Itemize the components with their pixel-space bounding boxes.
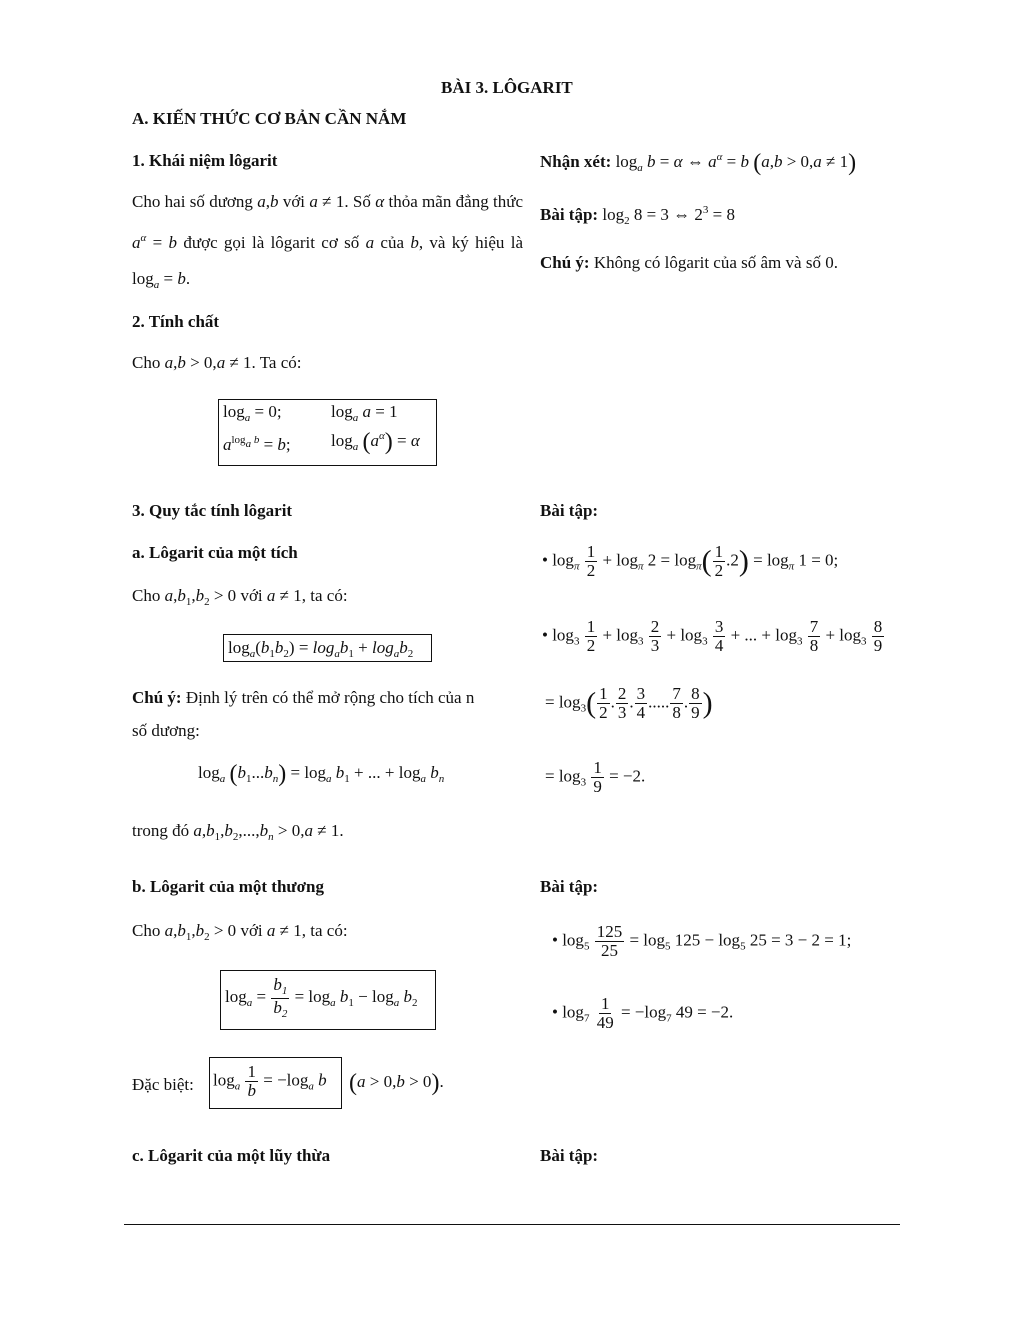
- special-case-label: Đặc biệt:: [132, 1075, 194, 1094]
- example-product-2-result: = $\log_3$ $\frac{1}{9}$ = −2.: [545, 758, 646, 796]
- subsection-b-heading: b. Lôgarit của một thương: [132, 877, 324, 896]
- section-a-heading: A. KIẾN THỨC CƠ BẢN CẦN NẮM: [132, 109, 407, 128]
- quotient-rule-box: $\log_a$ = $\frac{b_1}{b_2}$ = $\log_a b_1 - \log_a b_2$: [220, 970, 436, 1030]
- page-title: BÀI 3. LÔGARIT: [441, 78, 573, 97]
- exercise-label-b: Bài tập:: [540, 877, 599, 896]
- definition-paragraph: Cho hai số dương a,b với a ≠ 1. Số α thỏa mãn đẳng thức $a^\alpha = b$ được gọi là lôgarit cơ số a của b, và ký hiệu là $\log_a = b$.: [132, 192, 524, 291]
- subsection-c-heading: c. Lôgarit của một lũy thừa: [132, 1146, 331, 1165]
- product-rule-box: $\log_a(b_1b_2) = \log_ab_1 + \log_ab_2$: [223, 634, 432, 662]
- subsection-a-heading: a. Lôgarit của một tích: [132, 543, 298, 562]
- special-case-condition: (a > 0,b > 0).: [349, 1070, 444, 1096]
- product-extension-formula: $\log_a (b_1...b_n) = \log_a b_1$ + ... + $\log_a b_n$: [198, 761, 445, 787]
- exercise-label-3: Bài tập:: [540, 501, 599, 520]
- quotient-intro: Cho $a,b_1,b_2 > 0$ với a ≠ 1, ta có:: [132, 921, 348, 943]
- special-case-box: $\log_a$ $\frac{1}{b}$ = $-\log_a$ b: [209, 1057, 342, 1109]
- section-2-heading: 2. Tính chất: [132, 312, 220, 331]
- product-note-line-1: Chú ý: Định lý trên có thể mở rộng cho tích của n: [132, 688, 475, 707]
- example-quotient-2: • $\log_7$ $\frac{1}{49}$ = $-\log_7$ 49 = −2.: [552, 994, 734, 1032]
- properties-intro: Cho a,b > 0,a ≠ 1. Ta có:: [132, 353, 302, 372]
- exercise-label-c: Bài tập:: [540, 1146, 599, 1165]
- example-quotient-1: • $\log_5$ $\frac{125}{25}$ = $\log_5 125 - \log_5 25 = 3 - 2 = 1$;: [552, 922, 852, 960]
- example-product-1: • $\log_\pi$ $\frac{1}{2}$ + $\log_\pi 2 = \log_\pi$( $\frac{1}{2}$ $.2) = \log_\pi 1 = 0$;: [542, 542, 839, 580]
- section-1-heading: 1. Khái niệm lôgarit: [132, 151, 278, 170]
- example-product-2: • $\log_3$ $\frac{1}{2}$ + $\log_3$ $\frac{2}{3}$ + $\log_3$ $\frac{3}{4}$ + ... + $\log_3$ $\frac{7}{8}$ + $\log_3$ $\frac{8}{9}$: [542, 617, 883, 655]
- section-3-heading: 3. Quy tắc tính lôgarit: [132, 501, 293, 520]
- note-line: Chú ý: Không có lôgarit của số âm và số 0.: [540, 253, 838, 272]
- example-product-2-step: = $\log_3$( $\frac{1}{2}$ . $\frac{2}{3}$ . $\frac{3}{4}$ ..... $\frac{7}{8}$ . $\frac{8}{9}$ ): [545, 684, 713, 722]
- product-intro: Cho $a,b_1,b_2 > 0$ với a ≠ 1, ta có:: [132, 586, 348, 608]
- footer-divider: [124, 1224, 900, 1225]
- condition-line: trong đó $a,b_1,b_2,...,b_n > 0,a \ne 1$.: [132, 821, 344, 843]
- product-note-line-2: số dương:: [132, 721, 200, 740]
- remark-line: Nhận xét: $\log_a b = \alpha$ ⇔ $a^\alpha = b$ (a,b > 0,a ≠ 1): [540, 150, 857, 177]
- properties-box: $\log_a = 0$; $\log_a a = 1$ $a^{log_a b} = b$; $\log_a (a^\alpha) = \alpha$: [218, 399, 437, 466]
- exercise-line-1: Bài tập: $\log_2 8 = 3$ ⇔ $2^3 = 8$: [540, 204, 736, 227]
